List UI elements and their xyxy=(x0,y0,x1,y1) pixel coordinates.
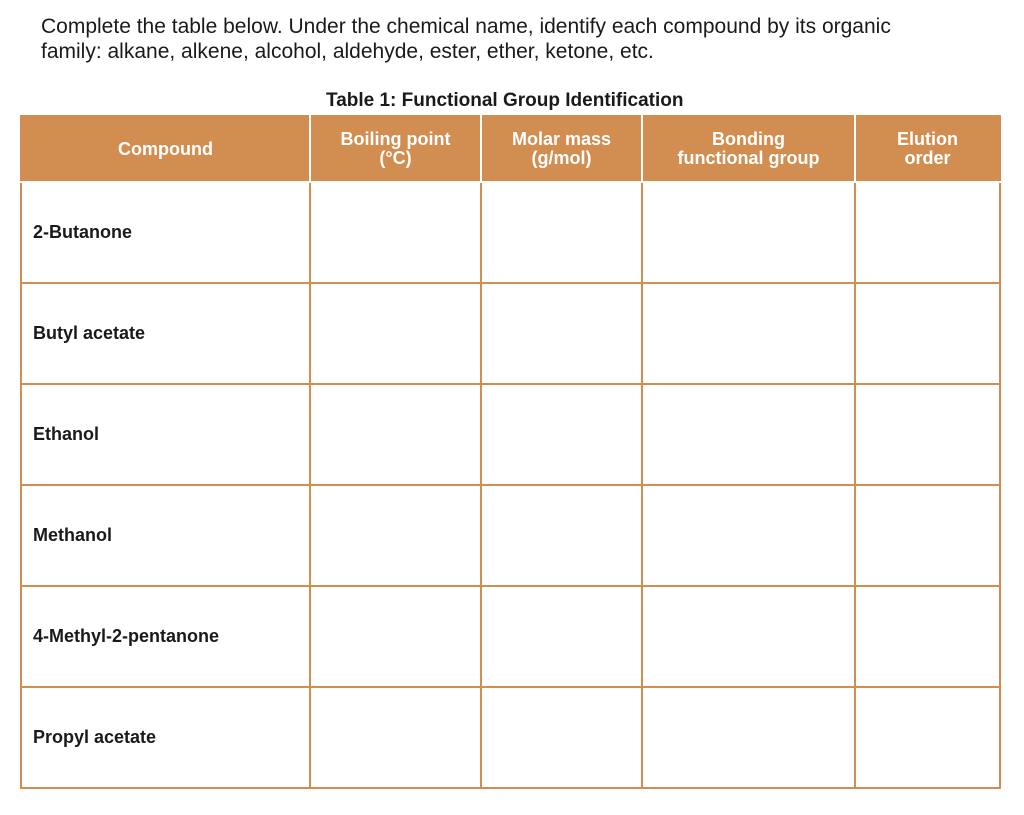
table-row xyxy=(21,687,1000,788)
compound-cell: Methanol xyxy=(21,485,310,586)
table-title: Table 1: Functional Group Identification xyxy=(326,90,684,111)
molar-mass-cell[interactable] xyxy=(481,485,642,586)
header-boiling-point-line1: Boiling point xyxy=(340,129,451,149)
molar-mass-entry[interactable] xyxy=(482,385,641,484)
boiling-point-cell[interactable] xyxy=(310,182,481,283)
header-molar-mass-line1: Molar mass xyxy=(511,129,612,149)
boiling-point-cell[interactable] xyxy=(310,283,481,384)
boiling-point-entry[interactable] xyxy=(311,688,480,787)
molar-mass-cell[interactable] xyxy=(481,687,642,788)
functional-group-cell[interactable] xyxy=(642,687,855,788)
instructions-line-2: family: alkane, alkene, alcohol, aldehyde, ester, ether, ketone, etc. xyxy=(41,40,654,63)
molar-mass-entry[interactable] xyxy=(482,284,641,383)
header-compound-label: Compound xyxy=(118,138,213,159)
table-row xyxy=(21,586,1000,687)
boiling-point-cell[interactable] xyxy=(310,384,481,485)
elution-order-entry[interactable] xyxy=(856,587,999,686)
molar-mass-entry[interactable] xyxy=(482,587,641,686)
elution-order-entry[interactable] xyxy=(856,688,999,787)
functional-group-cell[interactable] xyxy=(642,384,855,485)
molar-mass-entry[interactable] xyxy=(482,486,641,585)
boiling-point-cell[interactable] xyxy=(310,687,481,788)
elution-order-cell[interactable] xyxy=(855,485,1000,586)
boiling-point-cell[interactable] xyxy=(310,485,481,586)
table-header xyxy=(21,116,1000,182)
header-elution-line2: order xyxy=(904,148,951,168)
header-bonding-line2: functional group xyxy=(677,148,820,168)
elution-order-cell[interactable] xyxy=(855,586,1000,687)
molar-mass-entry[interactable] xyxy=(482,183,641,282)
molar-mass-cell[interactable] xyxy=(481,283,642,384)
molar-mass-cell[interactable] xyxy=(481,182,642,283)
table-row xyxy=(21,384,1000,485)
compound-cell: Ethanol xyxy=(21,384,310,485)
functional-group-cell[interactable] xyxy=(642,485,855,586)
boiling-point-entry[interactable] xyxy=(311,486,480,585)
boiling-point-entry[interactable] xyxy=(311,587,480,686)
functional-group-entry[interactable] xyxy=(643,183,854,282)
instructions-line-1: Complete the table below. Under the chemical name, identify each compound by its organic xyxy=(41,15,891,38)
molar-mass-cell[interactable] xyxy=(481,384,642,485)
header-row xyxy=(21,116,1000,182)
boiling-point-entry[interactable] xyxy=(311,284,480,383)
header-molar-mass xyxy=(481,116,642,182)
functional-group-table xyxy=(20,115,1001,789)
elution-order-entry[interactable] xyxy=(856,183,999,282)
elution-order-entry[interactable] xyxy=(856,486,999,585)
header-bonding-line1: Bonding xyxy=(712,129,785,149)
header-molar-mass-line2: (g/mol) xyxy=(531,148,592,168)
elution-order-entry[interactable] xyxy=(856,385,999,484)
instructions xyxy=(41,14,1001,64)
boiling-point-entry[interactable] xyxy=(311,183,480,282)
header-elution-line1: Elution xyxy=(897,129,958,149)
table-row xyxy=(21,485,1000,586)
boiling-point-entry[interactable] xyxy=(311,385,480,484)
functional-group-entry[interactable] xyxy=(643,385,854,484)
table-body xyxy=(21,182,1000,788)
header-bonding-functional-group xyxy=(642,116,855,182)
compound-cell: 2-Butanone xyxy=(21,182,310,283)
elution-order-entry[interactable] xyxy=(856,284,999,383)
compound-cell: Butyl acetate xyxy=(21,283,310,384)
header-compound xyxy=(21,116,310,182)
functional-group-entry[interactable] xyxy=(643,587,854,686)
functional-group-entry[interactable] xyxy=(643,688,854,787)
functional-group-entry[interactable] xyxy=(643,486,854,585)
header-elution-order xyxy=(855,116,1000,182)
molar-mass-entry[interactable] xyxy=(482,688,641,787)
compound-cell: 4-Methyl-2-pentanone xyxy=(21,586,310,687)
elution-order-cell[interactable] xyxy=(855,384,1000,485)
molar-mass-cell[interactable] xyxy=(481,586,642,687)
functional-group-cell[interactable] xyxy=(642,586,855,687)
elution-order-cell[interactable] xyxy=(855,283,1000,384)
table-row xyxy=(21,182,1000,283)
functional-group-cell[interactable] xyxy=(642,182,855,283)
elution-order-cell[interactable] xyxy=(855,182,1000,283)
functional-group-cell[interactable] xyxy=(642,283,855,384)
compound-cell: Propyl acetate xyxy=(21,687,310,788)
functional-group-entry[interactable] xyxy=(643,284,854,383)
header-boiling-point-line2: (°C) xyxy=(379,148,412,168)
boiling-point-cell[interactable] xyxy=(310,586,481,687)
elution-order-cell[interactable] xyxy=(855,687,1000,788)
header-boiling-point xyxy=(310,116,481,182)
table-row xyxy=(21,283,1000,384)
